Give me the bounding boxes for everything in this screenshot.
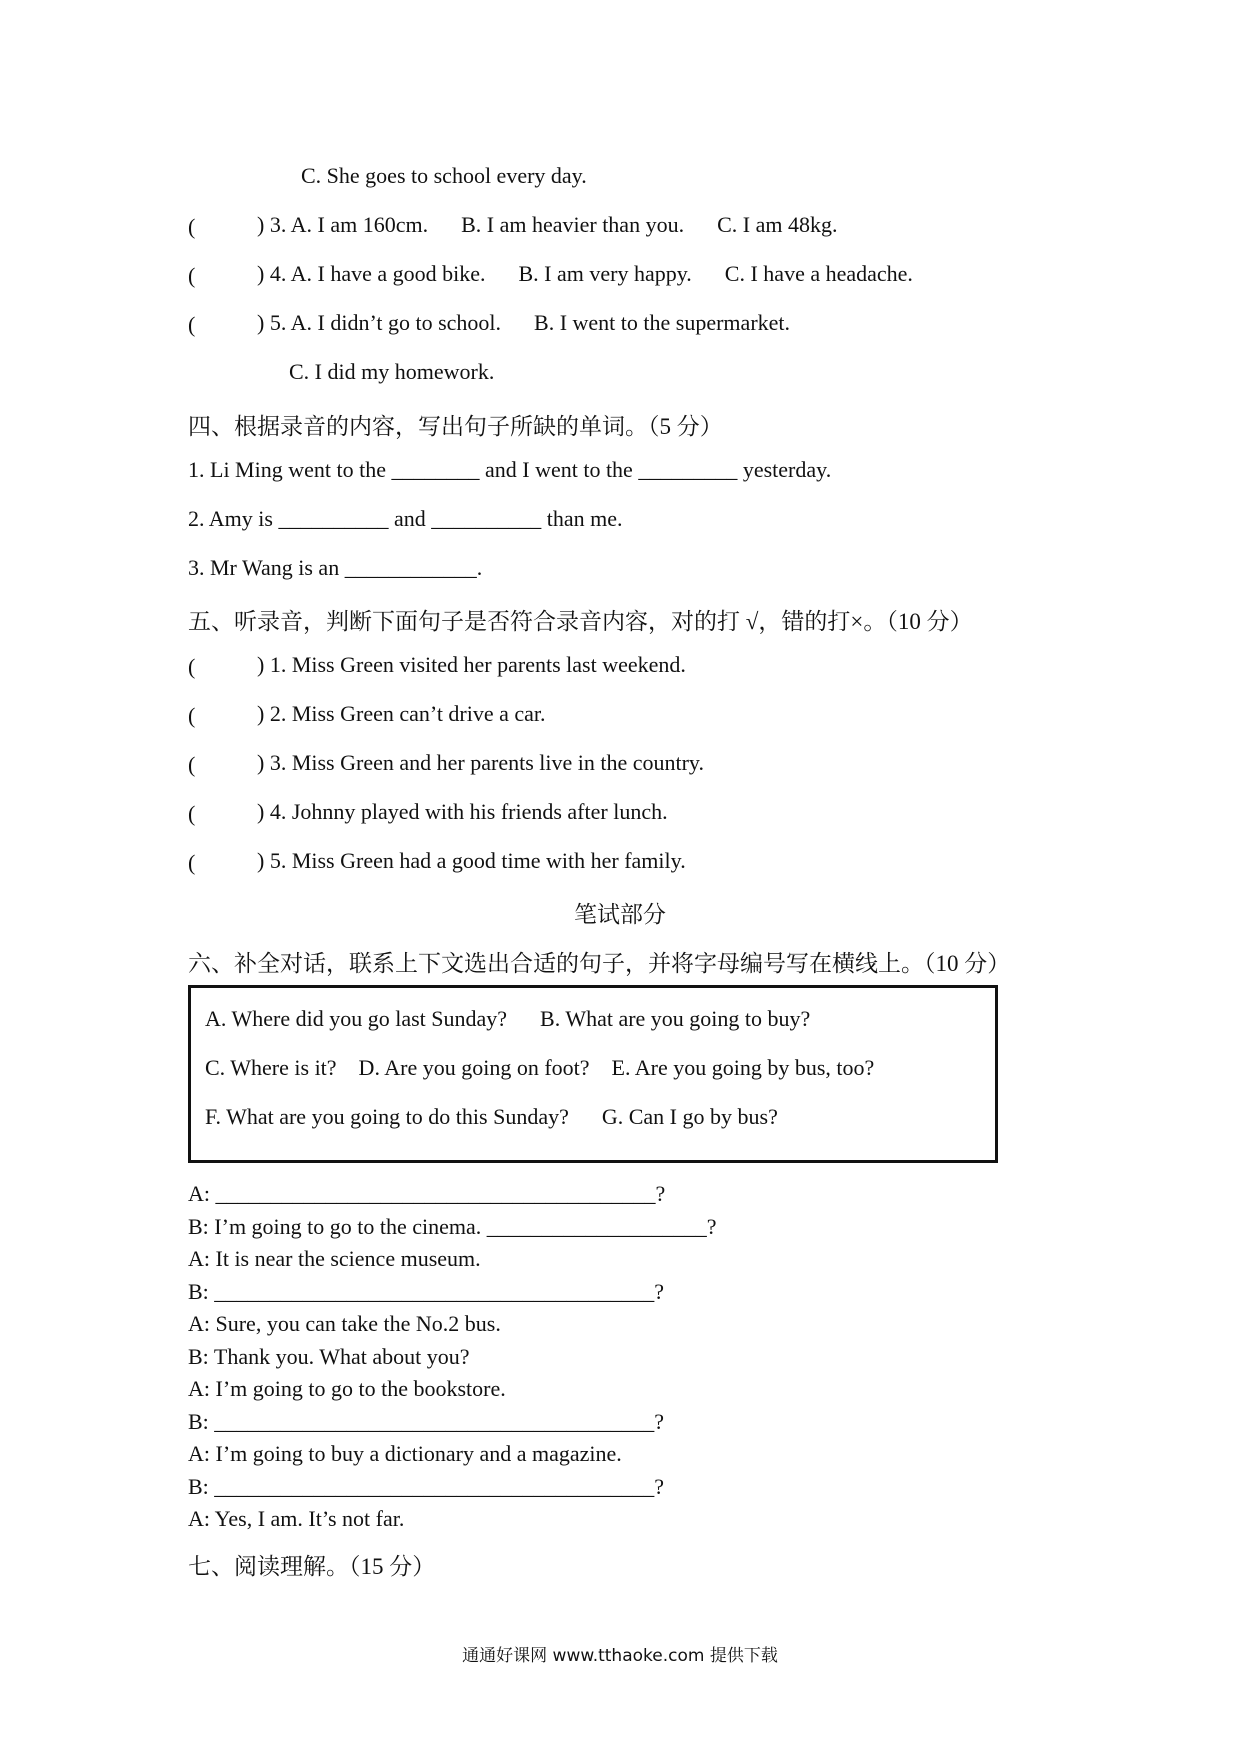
- judge-item-5: ) 5. Miss Green had a good time with her family.: [257, 848, 686, 873]
- dialogue-line[interactable]: B: ________________________________________?: [188, 1474, 665, 1499]
- answer-paren[interactable]: (: [188, 801, 196, 826]
- answer-paren[interactable]: (: [188, 850, 196, 875]
- dialogue-line[interactable]: B: ________________________________________?: [188, 1279, 665, 1304]
- dialogue-line[interactable]: A: ________________________________________?: [188, 1181, 666, 1206]
- judge-item-3: ) 3. Miss Green and her parents live in the country.: [257, 750, 705, 775]
- options-row-2: C. Where is it? D. Are you going on foot? E. Are you going by bus, too?: [205, 1055, 875, 1080]
- answer-paren[interactable]: (: [188, 654, 196, 679]
- options-box: [188, 985, 998, 1163]
- judge-item-1: ) 1. Miss Green visited her parents last weekend.: [257, 652, 686, 677]
- footer-source: 通通好课网 www.tthaoke.com 提供下载: [462, 1646, 778, 1666]
- question-3: ) 3. A. I am 160cm. B. I am heavier than you. C. I am 48kg.: [257, 212, 838, 237]
- dialogue-line[interactable]: B: I’m going to go to the cinema. ____________________?: [188, 1214, 717, 1239]
- fill-blank-item[interactable]: 3. Mr Wang is an ____________.: [188, 555, 483, 580]
- dialogue-line: A: Yes, I am. It’s not far.: [188, 1506, 405, 1531]
- judge-item-4: ) 4. Johnny played with his friends after lunch.: [257, 799, 668, 824]
- q5-option-c: C. I did my homework.: [289, 359, 495, 384]
- q2-option-c: C. She goes to school every day.: [301, 163, 587, 188]
- section-7-heading: 七、阅读理解。（15 分）: [188, 1554, 436, 1579]
- judge-item-2: ) 2. Miss Green can’t drive a car.: [257, 701, 546, 726]
- answer-paren[interactable]: (: [188, 752, 196, 777]
- dialogue-line: B: Thank you. What about you?: [188, 1344, 470, 1369]
- dialogue-line: A: It is near the science museum.: [188, 1246, 481, 1271]
- dialogue-line: A: I’m going to go to the bookstore.: [188, 1376, 506, 1401]
- question-5: ) 5. A. I didn’t go to school. B. I went to the supermarket.: [257, 310, 791, 335]
- dialogue-line: A: Sure, you can take the No.2 bus.: [188, 1311, 501, 1336]
- options-row-3: F. What are you going to do this Sunday? G. Can I go by bus?: [205, 1104, 778, 1129]
- options-row-1: A. Where did you go last Sunday? B. What are you going to buy?: [205, 1006, 811, 1031]
- answer-paren[interactable]: (: [188, 214, 196, 239]
- dialogue-line: A: I’m going to buy a dictionary and a magazine.: [188, 1441, 622, 1466]
- dialogue-line[interactable]: B: ________________________________________?: [188, 1409, 665, 1434]
- question-4: ) 4. A. I have a good bike. B. I am very happy. C. I have a headache.: [257, 261, 913, 286]
- answer-paren[interactable]: (: [188, 703, 196, 728]
- section-4-heading: 四、根据录音的内容，写出句子所缺的单词。（5 分）: [188, 414, 723, 439]
- fill-blank-item[interactable]: 2. Amy is __________ and __________ than me.: [188, 506, 623, 531]
- written-part-title: 笔试部分: [574, 902, 666, 927]
- answer-paren[interactable]: (: [188, 312, 196, 337]
- section-6-heading: 六、补全对话，联系上下文选出合适的句子，并将字母编号写在横线上。（10 分）: [188, 951, 1011, 976]
- fill-blank-item[interactable]: 1. Li Ming went to the ________ and I went to the _________ yesterday.: [188, 457, 832, 482]
- answer-paren[interactable]: (: [188, 263, 196, 288]
- section-5-heading: 五、听录音，判断下面句子是否符合录音内容，对的打 √，错的打×。（10 分）: [188, 609, 973, 634]
